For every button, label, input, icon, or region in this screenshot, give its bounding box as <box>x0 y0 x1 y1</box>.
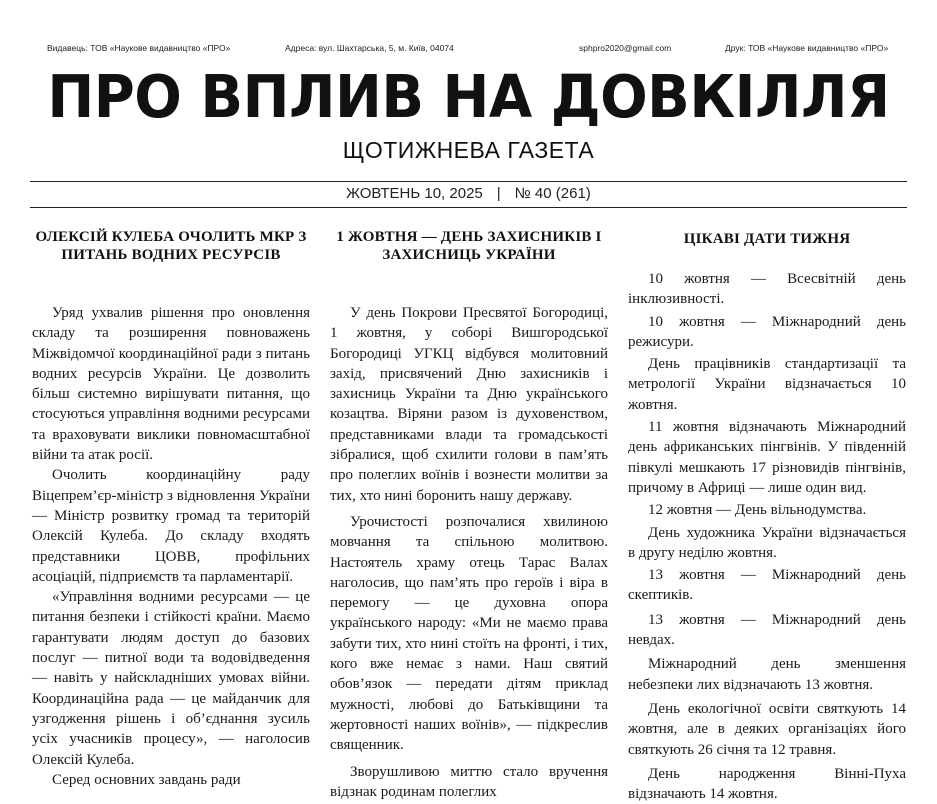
imprint-line <box>0 43 937 55</box>
article-paragraph: Уряд ухвалив рішення про оновлення складу та розширення повноважень Міжвідомчої координаційної ради з питань водних ресурсів України. Це дозволить більш системно вирішувати питання, що стосуються управління водними ресурсами та враховувати виклики повномасштабної війни та атак росії. <box>32 305 310 464</box>
date-item: День народження Вінні-Пуха відзначають 14 жовтня. <box>628 765 906 803</box>
printer-info: Друк: ТОВ «Наукове видавництво «ПРО» <box>725 43 889 53</box>
dateline <box>0 185 937 202</box>
date-item: 13 жовтня — Міжнародний день невдах. <box>628 611 906 649</box>
article-defenders-day <box>330 228 608 802</box>
address-info: Адреса: вул. Шахтарська, 5, м. Київ, 04074 <box>285 43 454 53</box>
article-kuleba <box>32 228 310 790</box>
article-paragraph: Очолить координаційну раду Віцепрем’єр-міністр з відновлення України — Міністр розвитку громад та територій Олексій Кулеба. До складу входять представники ЦОВВ, профільних асоціацій, підприємств та парламентарії. <box>32 467 310 585</box>
dateline-separator: | <box>496 185 501 202</box>
date-item: 10 жовтня — Всесвітній день інклюзивності. <box>628 271 906 308</box>
article-paragraph: Серед основних завдань ради <box>52 771 241 788</box>
issue-date: ЖОВТЕНЬ 10, 2025 <box>346 185 483 202</box>
issue-number: № 40 (261) <box>514 185 591 202</box>
date-item: 11 жовтня відзначають Міжнародний день африканських пінгвінів. У південній півкулі мешкають 17 різновидів пінгвінів, причому в Африці — лише один вид. <box>628 419 906 496</box>
date-item: Міжнародний день зменшення небезпеки лих відзначають 13 жовтня. <box>628 656 906 693</box>
article-paragraph: Зворушливою миттю стало вручення відзнак родинам полеглих <box>330 763 608 800</box>
email-link[interactable]: sphpro2020@gmail.com <box>579 43 672 53</box>
article-headline: 1 ЖОВТНЯ — ДЕНЬ ЗАХИСНИКІВ І ЗАХИСНИЦЬ УКРАЇНИ <box>336 229 602 263</box>
date-item: 10 жовтня — Міжнародний день режисури. <box>628 313 906 350</box>
date-item: 12 жовтня — День вільнодумства. <box>648 502 867 519</box>
article-paragraph: «Управління водними ресурсами — це питання безпеки і стійкості країни. Маємо гарантувати людям доступ до базових послуг — питної води та водовідведення — навіть у найскладніших умовах війни. Координаційна рада — це майданчик для узгодження рішень і об’єднання зусиль усіх учасників процесу», — наголосив Олексій Кулеба. <box>32 589 310 768</box>
divider-bottom <box>30 207 907 208</box>
date-item: День працівників стандартизації та метрології України відзначається 10 жовтня. <box>628 356 906 413</box>
article-paragraph: Урочистості розпочалися хвилиною мовчання та спільною молитвою. Настоятель храму отець Тарас Валах наголосив, що пам’ять про героїв і віра в перемогу — це духовна опора українського народу: «Ми не маємо права забути тих, хто нині стоїть на фронті, і тих, кого вже немає з нами. Наш святий обов’язок — передати дітям приклад мужності, любові до Батьківщини та жертовності наших воїнів», — підкреслив священник. <box>330 513 608 754</box>
article-headline: ЦІКАВІ ДАТИ ТИЖНЯ <box>683 231 851 247</box>
date-item: День екологічної освіти святкують 14 жовтня, але в деяких організаціях його святкують 26 січня та 12 травня. <box>628 700 906 758</box>
article-paragraph: У день Покрови Пресвятої Богородиці, 1 жовтня, у соборі Вишгородської Богородиці УГКЦ відбувся молитовний захід, присвячений Дню захисників і захисниць України та Дню українського козацтва. Віряни разом із духовенством, представниками влади та громадськості зібралися, щоб схилити голови в пам’ять про полеглих воїнів і вознести молитви за тих, хто нині боронить нашу державу. <box>330 305 608 504</box>
date-item: День художника України відзначається в другу неділю жовтня. <box>628 524 906 561</box>
newspaper-subtitle: ЩОТИЖНЕВА ГАЗЕТА <box>342 137 595 163</box>
divider-top <box>30 181 907 182</box>
newspaper-title: ПРО ВПЛИВ НА ДОВКІЛЛЯ <box>47 63 890 132</box>
date-item: 13 жовтня — Міжнародний день скептиків. <box>628 567 906 604</box>
publisher-info: Видавець: ТОВ «Наукове видавництво «ПРО» <box>47 43 231 53</box>
article-headline: ОЛЕКСІЙ КУЛЕБА ОЧОЛИТЬ МКР З ПИТАНЬ ВОДНИХ РЕСУРСІВ <box>35 229 307 263</box>
article-interesting-dates <box>628 228 906 804</box>
